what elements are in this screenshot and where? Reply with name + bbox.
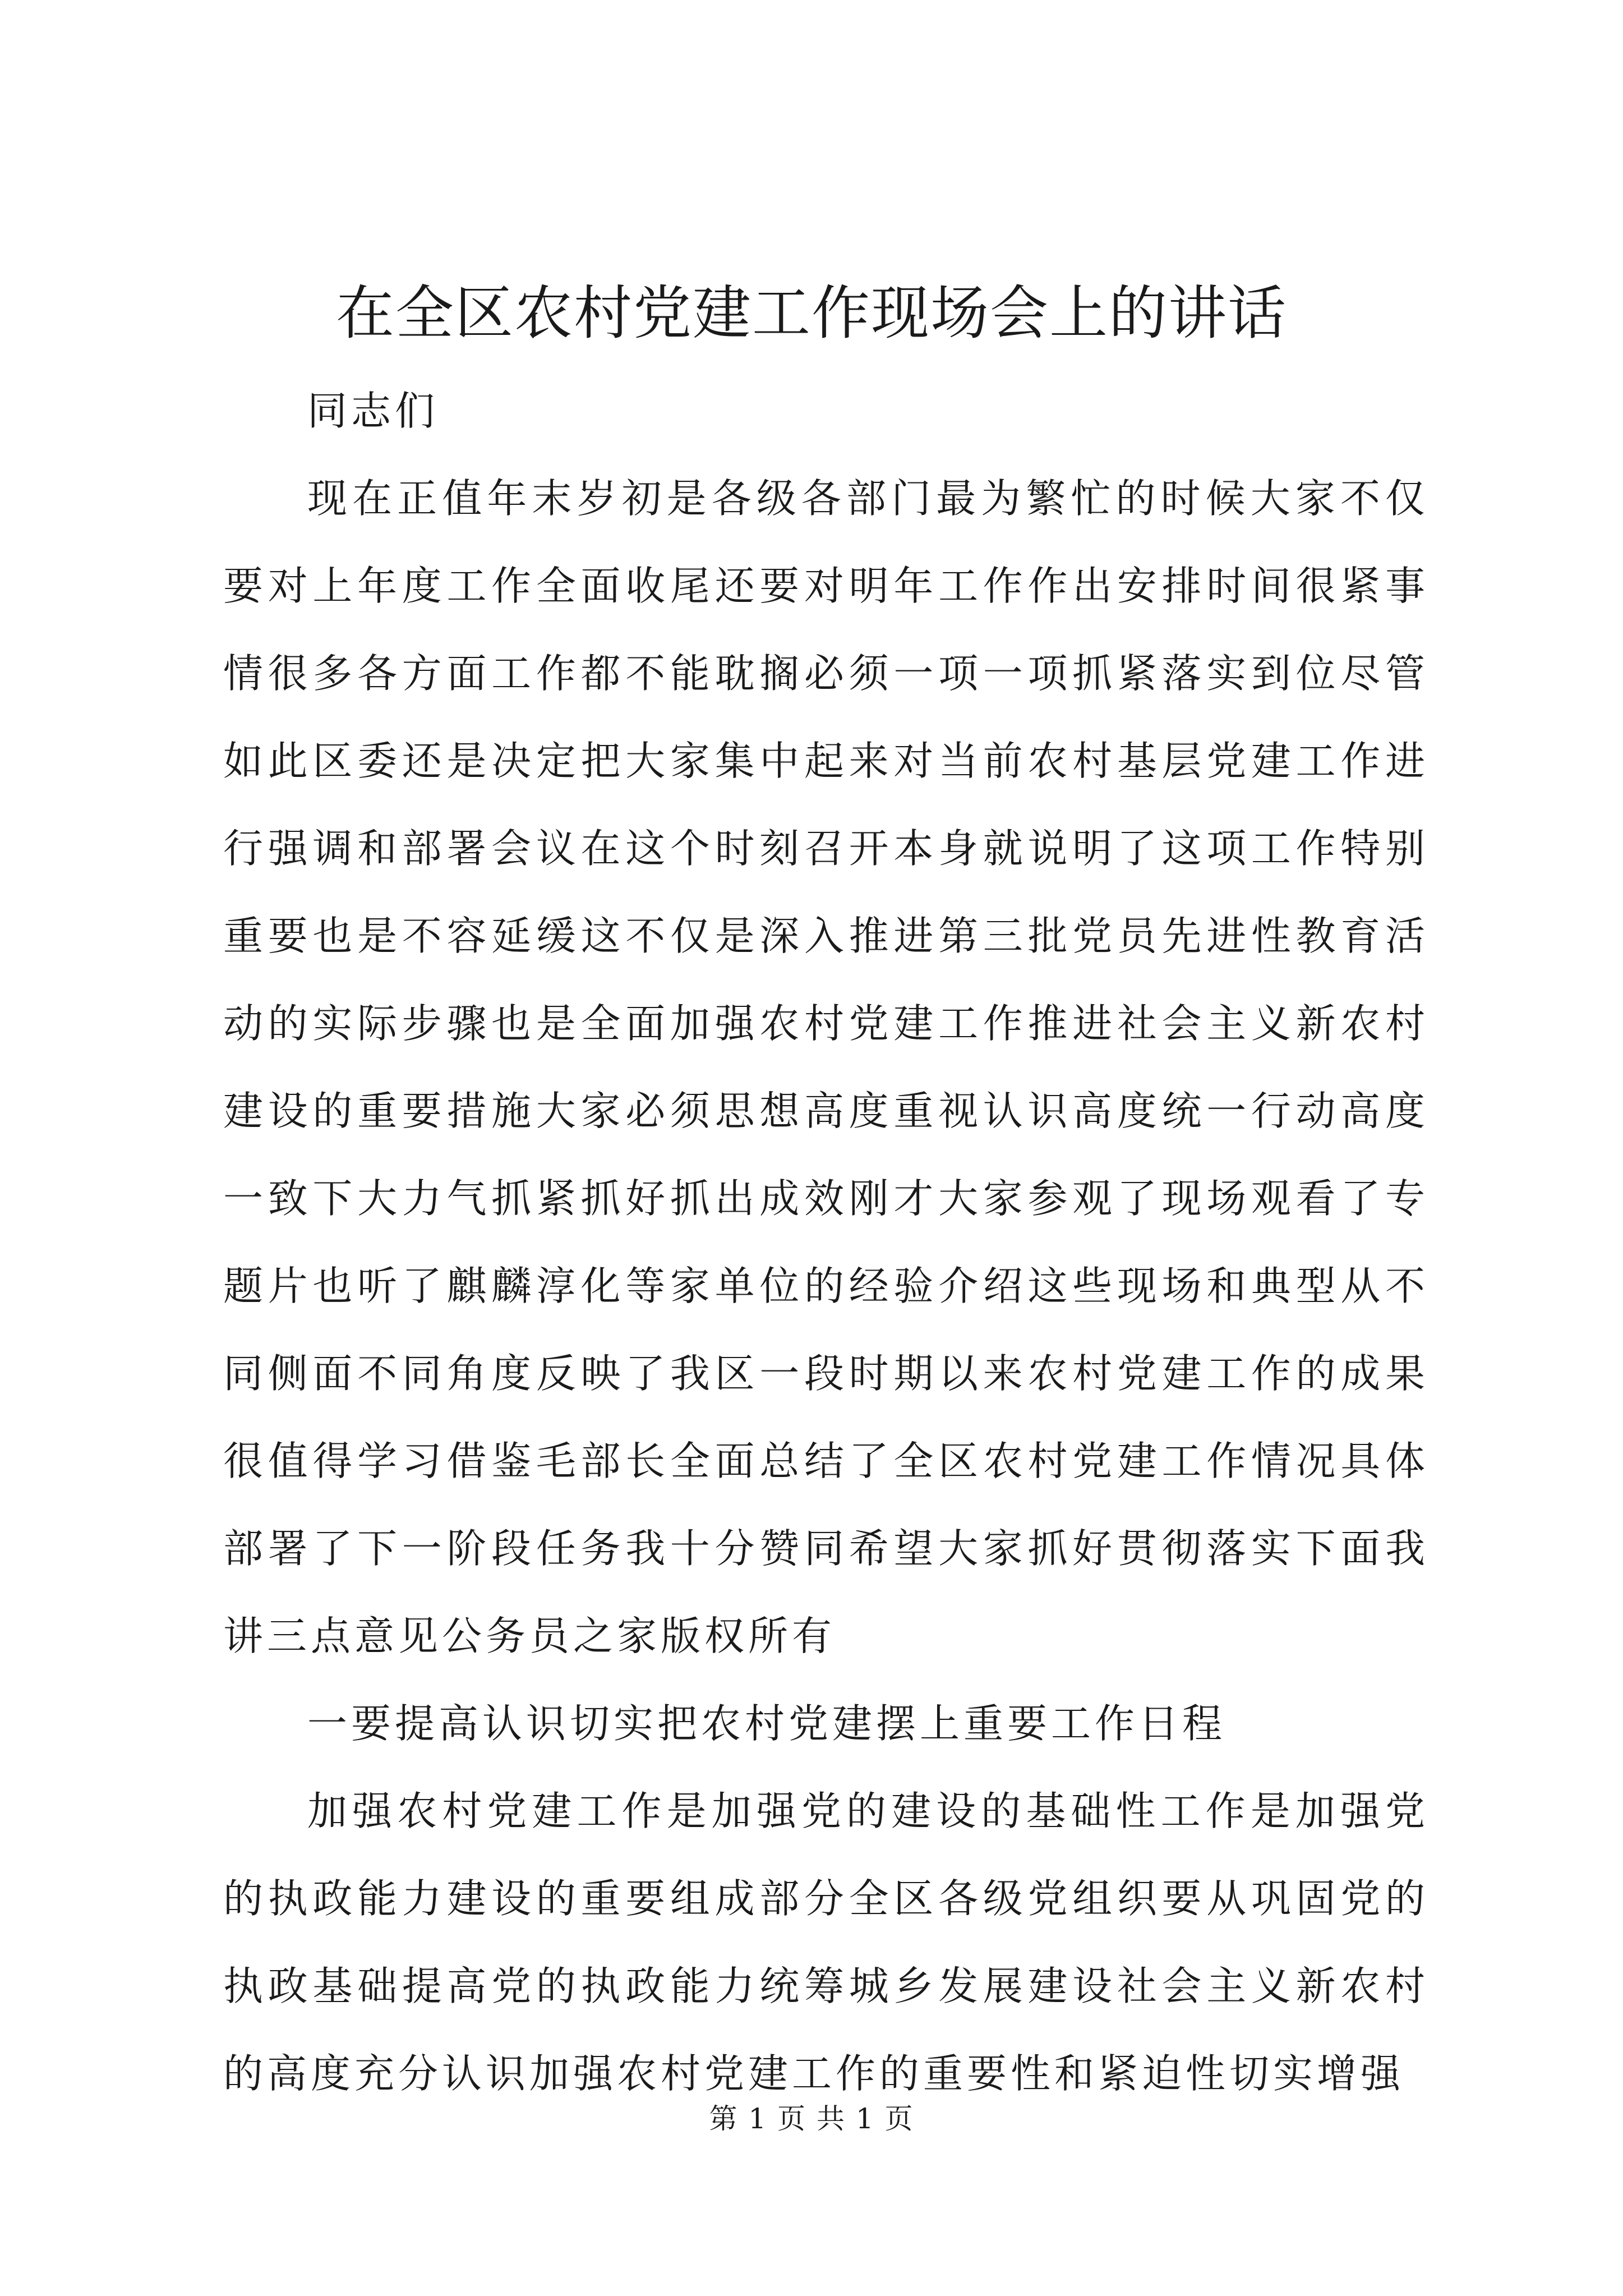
- document-title: 在全区农村党建工作现场会上的讲话: [335, 279, 1287, 347]
- salutation: 同志们: [307, 388, 439, 434]
- document-body: [223, 367, 1429, 2118]
- section-heading-1: 一要提高认识切实把农村党建摆上重要工作日程: [307, 1700, 1227, 1747]
- paragraph-intro: 现在正值年末岁初是各级各部门最为繁忙的时候大家不仅要对上年度工作全面收尾还要对明年工作作出安排时间很紧事情很多各方面工作都不能耽搁必须一项一项抓紧落实到位尽管如此区委还是决定把大家集中起来对当前农村基层党建工作进行强调和部署会议在这个时刻召开本身就说明了这项工作特别重要也是不容延缓这不仅是深入推进第三批党员先进性教育活动的实际步骤也是全面加强农村党建工作推进社会主义新农村建设的重要措施大家必须思想高度重视认识高度统一行动高度一致下大力气抓紧抓好抓出成效刚才大家参观了现场观看了专题片也听了麒麟淳化等家单位的经验介绍这些现场和典型从不同侧面不同角度反映了我区一段时期以来农村党建工作的成果很值得学习借鉴毛部长全面总结了全区农村党建工作情况具体部署了下一阶段任务我十分赞同希望大家抓好贯彻落实下面我讲三点意见公务员之家版权所有: [223, 475, 1429, 1659]
- paragraph-section-1: 加强农村党建工作是加强党的建设的基础性工作是加强党的执政能力建设的重要组成部分全区各级党组织要从巩固党的执政基础提高党的执政能力统筹城乡发展建设社会主义新农村的高度充分认识加强农村党建工作的重要性和紧迫性切实增强: [223, 1788, 1429, 2097]
- page-number-footer: 第 1 页 共 1 页: [709, 2102, 914, 2135]
